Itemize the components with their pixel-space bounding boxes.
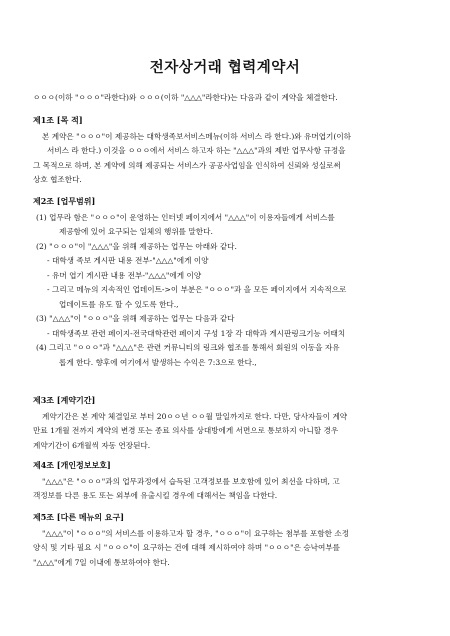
article-line: (1) 업무라 함은 "ㅇㅇㅇ"이 운영하는 인터넷 페이지에서 "△△△"이 이용자들에게 서비스를 <box>36 212 335 222</box>
article-line: - 대학생족보 관련 페이지-전국대학관련 페이지 구성 1장 각 대학과 게시판링크기능 어태치 <box>47 328 346 338</box>
article-line: 업데이트를 유도 할 수 있도록 한다., <box>59 299 179 309</box>
article-heading: 제1조 [목 적] <box>33 115 83 125</box>
article-1 <box>33 113 423 188</box>
article-line: 롭게 한다. 향후에 여기에서 발생하는 수익은 7:3으로 한다., <box>59 357 257 367</box>
article-heading: 제2조 [업무범위] <box>33 196 96 206</box>
article-line: 만료 1개월 전까지 계약의 변경 또는 종료 의사를 상대방에게 서면으로 통보하지 아니할 경우 <box>33 426 339 435</box>
article-3 <box>33 393 423 453</box>
article-4 <box>33 458 423 504</box>
article-5 <box>33 510 423 570</box>
article-line: 그 목적으로 하며, 본 계약에 의해 제공되는 서비스가 공공사업임을 인식하여 신뢰와 성실로써 <box>33 160 341 170</box>
article-line: 서비스 라 한다.) 이것을 ㅇㅇㅇ에서 서비스 하고자 하는 "△△△"과의 제반 업무사항 규정을 <box>47 146 346 155</box>
article-heading: 제3조 [계약기간] <box>33 395 96 405</box>
article-line: 객정보를 다른 용도 또는 외부에 유출시킬 경우에 대해서는 책임을 다한다. <box>33 491 278 500</box>
article-line: "△△△"은 "ㅇㅇㅇ"과의 업무과정에서 습득된 고객정보를 보호함에 있어 최선을 다하며, 고 <box>42 476 340 486</box>
article-line: "△△△"에게 7일 이내에 통보하여야 한다. <box>33 557 170 567</box>
article-line: 양식 및 기타 필요 시 "ㅇㅇㅇ"이 요구하는 건에 대해 제시하여야 하며 "ㅇㅇㅇ"은 승낙여부를 <box>33 543 341 552</box>
article-line: 계약기간은 본 계약 체결일로 부터 20ㅇㅇ년 ㅇㅇ월 말일까지로 한다. 다만, 당사자들이 계약 <box>42 411 348 421</box>
article-line: 본 계약은 "ㅇㅇㅇ"이 제공하는 대학생족보서비스메뉴(이하 서비스 라 한다.)와 유머엽기(이하 <box>42 131 352 141</box>
article-line: "△△△"이 "ㅇㅇㅇ"의 서비스를 이용하고자 할 경우, "ㅇㅇㅇ"이 요구하는 첨부를 포함한 소정 <box>42 528 350 538</box>
article-heading: 제4조 [개인정보보호] <box>33 460 111 470</box>
article-line: 계약기간이 6개월씩 자동 연장된다. <box>33 440 151 450</box>
article-line: 제공함에 있어 요구되는 일체의 행위를 말한다. <box>59 227 213 236</box>
intro-paragraph: ㅇㅇㅇ(이하 "ㅇㅇㅇ"라한다)와 ㅇㅇㅇ(이하 "△△△"라한다)는 다음과 같이 계약을 체결한다. <box>33 93 338 102</box>
article-line: (3) "△△△"이 "ㅇㅇㅇ"을 위해 제공하는 업무는 다음과 같다 <box>36 314 235 323</box>
article-line: - 대학생 족보 게시판 내용 전부-"△△△"에게 이양 <box>47 256 209 265</box>
article-line: 상호 협조한다. <box>33 175 82 184</box>
article-line: - 그리고 메뉴의 지속적인 업데이트->이 부분은 "ㅇㅇㅇ"과 을 모든 페이지에서 지속적으로 <box>47 285 347 294</box>
article-line: - 유머 엽기 게시판 내용 전부-"△△△"에게 이양 <box>47 270 202 280</box>
article-line: (2) "ㅇㅇㅇ"이 "△△△"을 위해 제공하는 업무는 아래와 같다. <box>36 241 237 251</box>
article-heading: 제5조 [다른 메뉴의 요구] <box>33 512 125 522</box>
document-title: 전자상거래 협력계약서 <box>149 59 301 76</box>
article-2 <box>33 194 423 370</box>
article-line: (4) 그리고 "ㅇㅇㅇ"과 "△△△"은 관련 커뮤니티의 링크와 협조를 통해서 회원의 이동을 자유 <box>36 343 340 352</box>
